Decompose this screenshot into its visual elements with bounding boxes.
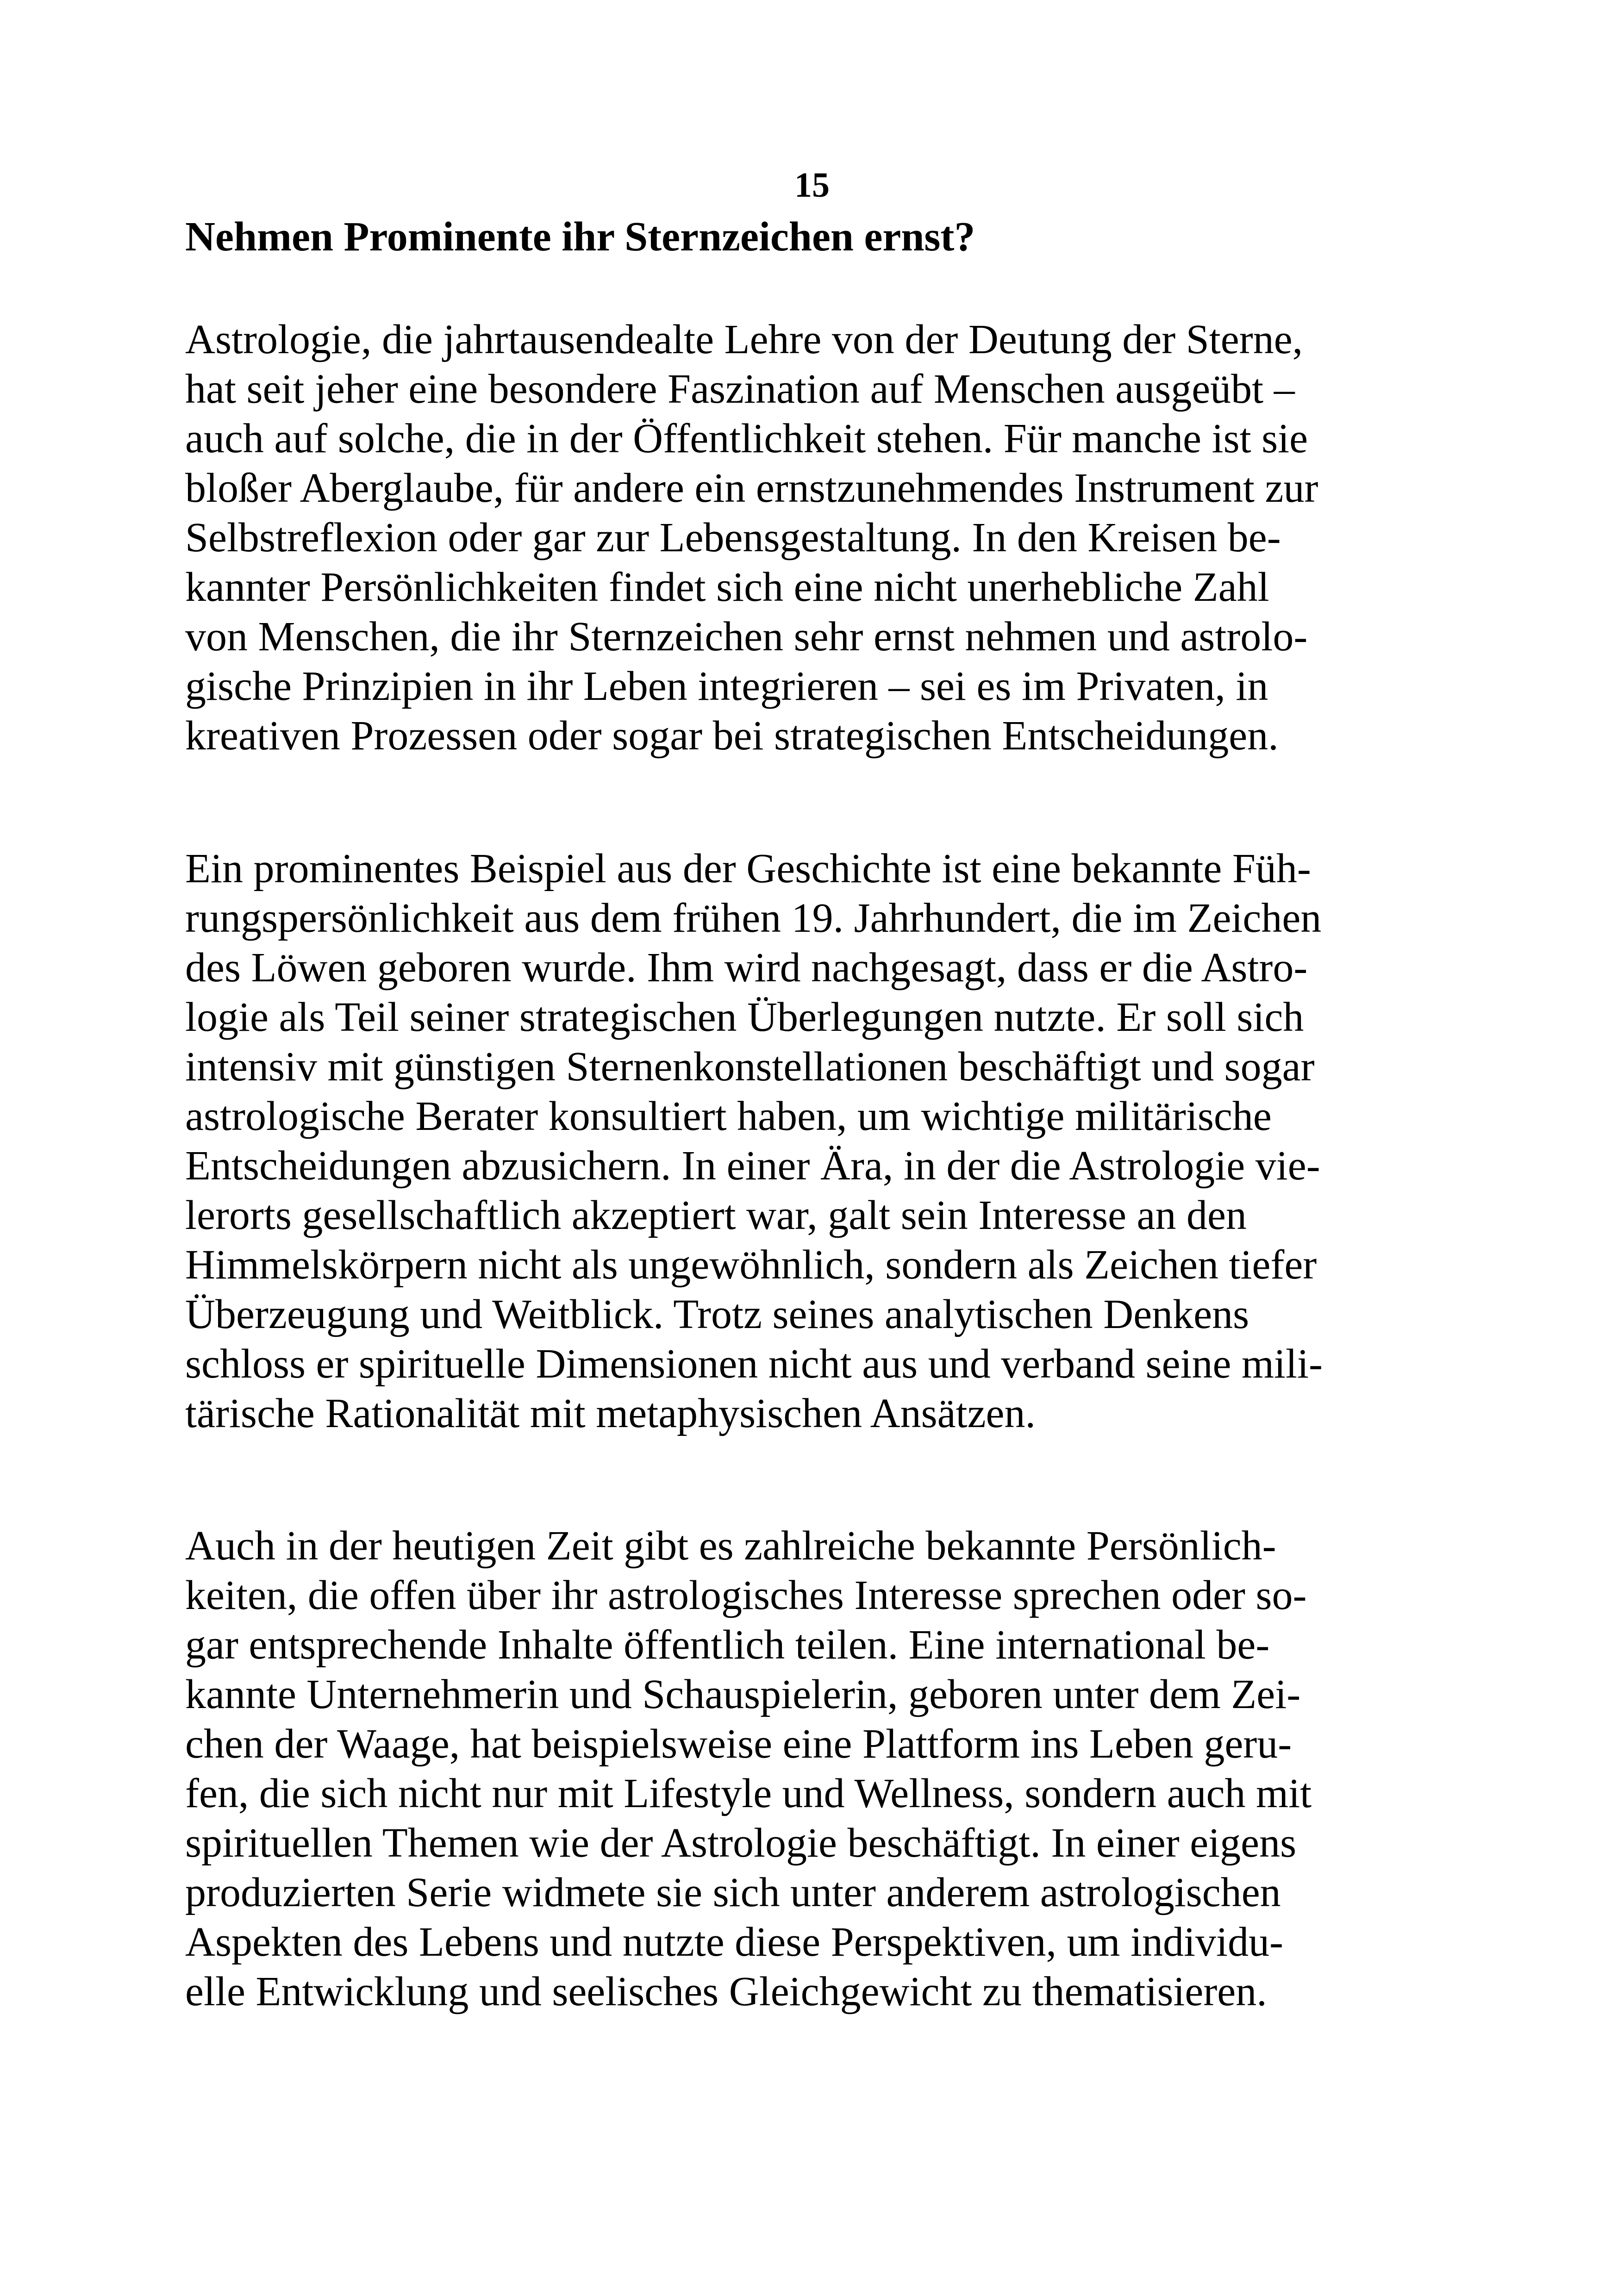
text-line: kannte Unternehmerin und Schauspielerin, geboren unter dem Zei- xyxy=(185,1671,1301,1717)
text-line: logie als Teil seiner strategischen Überlegungen nutzte. Er soll sich xyxy=(185,994,1304,1040)
text-line: Himmelskörpern nicht als ungewöhnlich, sondern als Zeichen tiefer xyxy=(185,1242,1317,1288)
text-line: Entscheidungen abzusichern. In einer Ära, in der die Astrologie vie- xyxy=(185,1143,1320,1189)
text-line: keiten, die offen über ihr astrologisches Interesse sprechen oder so- xyxy=(185,1572,1307,1618)
text-line: Astrologie, die jahrtausendealte Lehre von der Deutung der Sterne, xyxy=(185,317,1303,362)
text-line: schloss er spirituelle Dimensionen nicht aus und verband seine mili- xyxy=(185,1341,1323,1387)
text-line: tärische Rationalität mit metaphysischen Ansätzen. xyxy=(185,1391,1036,1436)
text-line: rungspersönlichkeit aus dem frühen 19. Jahrhundert, die im Zeichen xyxy=(185,895,1322,941)
text-line: elle Entwicklung und seelisches Gleichgewicht zu thematisieren. xyxy=(185,1969,1267,2014)
text-line: hat seit jeher eine besondere Faszination auf Menschen ausgeübt – xyxy=(185,366,1295,412)
text-line: auch auf solche, die in der Öffentlichkeit stehen. Für manche ist sie xyxy=(185,416,1308,461)
text-line: Auch in der heutigen Zeit gibt es zahlreiche bekannte Persönlich- xyxy=(185,1523,1276,1569)
text-line: bloßer Aberglaube, für andere ein ernstzunehmendes Instrument zur xyxy=(185,465,1318,511)
text-line: gische Prinzipien in ihr Leben integrieren – sei es im Privaten, in xyxy=(185,663,1268,709)
text-line: astrologische Berater konsultiert haben, um wichtige militärische xyxy=(185,1093,1272,1139)
text-line: Ein prominentes Beispiel aus der Geschichte ist eine bekannte Füh- xyxy=(185,846,1311,892)
text-line: von Menschen, die ihr Sternzeichen sehr ernst nehmen und astrolo- xyxy=(185,614,1308,660)
paragraph-1 xyxy=(185,315,1318,761)
paragraph-2 xyxy=(185,844,1323,1438)
text-line: intensiv mit günstigen Sternenkonstellationen beschäftigt und sogar xyxy=(185,1044,1315,1090)
text-line: Aspekten des Lebens und nutzte diese Perspektiven, um individu- xyxy=(185,1919,1283,1965)
text-line: lerorts gesellschaftlich akzeptiert war, galt sein Interesse an den xyxy=(185,1192,1247,1238)
text-line: kannter Persönlichkeiten findet sich eine nicht unerhebliche Zahl xyxy=(185,564,1269,610)
text-line: Überzeugung und Weitblick. Trotz seines analytischen Denkens xyxy=(185,1291,1249,1337)
paragraph-3 xyxy=(185,1521,1312,2016)
text-line: produzierten Serie widmete sie sich unter anderem astrologischen xyxy=(185,1870,1281,1915)
text-line: chen der Waage, hat beispielsweise eine Plattform ins Leben geru- xyxy=(185,1721,1292,1767)
text-line: Selbstreflexion oder gar zur Lebensgestaltung. In den Kreisen be- xyxy=(185,515,1281,561)
text-line: spirituellen Themen wie der Astrologie beschäftigt. In einer eigens xyxy=(185,1820,1297,1866)
text-line: gar entsprechende Inhalte öffentlich teilen. Eine international be- xyxy=(185,1622,1270,1668)
page-title: Nehmen Prominente ihr Sternzeichen ernst? xyxy=(185,214,975,260)
text-line: des Löwen geboren wurde. Ihm wird nachgesagt, dass er die Astro- xyxy=(185,945,1308,991)
text-line: kreativen Prozessen oder sogar bei strategischen Entscheidungen. xyxy=(185,713,1279,759)
text-line: fen, die sich nicht nur mit Lifestyle und Wellness, sondern auch mit xyxy=(185,1771,1312,1816)
page-number: 15 xyxy=(794,166,830,205)
